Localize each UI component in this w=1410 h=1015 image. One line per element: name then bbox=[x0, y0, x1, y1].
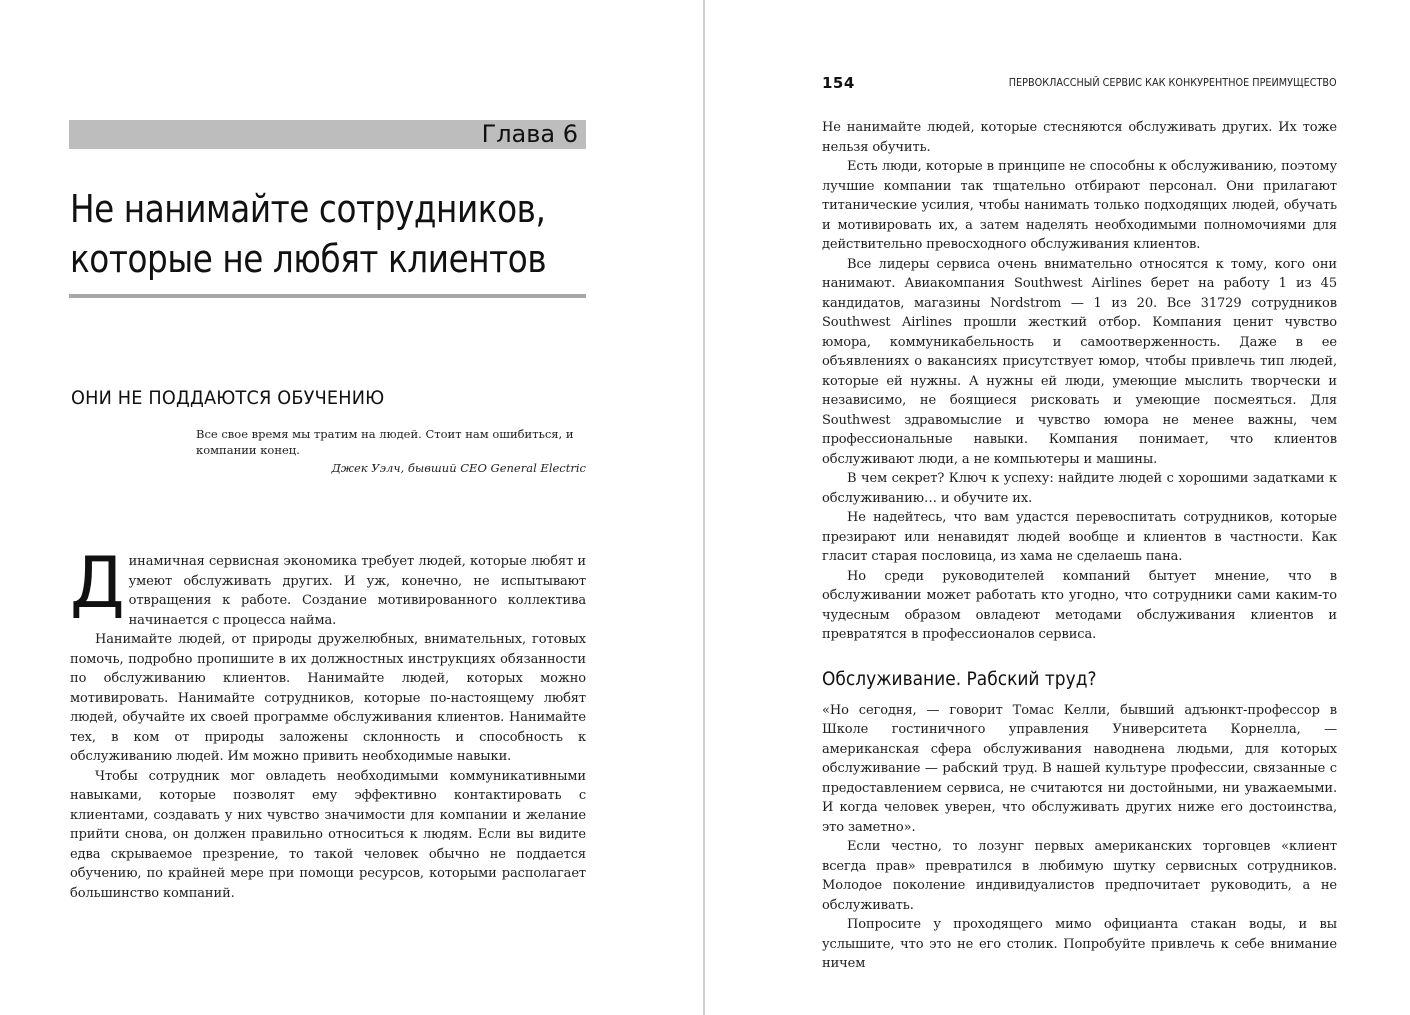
paragraph: Чтобы сотрудник мог овладеть необходимыми коммуникативными навыками, которые позволят ему эффективно контактировать с клиентами, создавать у них чувство значимости для компании и желание прийти снова, он должен правильно относиться к людям. Если вы видите едва скрываемое презрение, то такой человек обычно не поддается обучению, по крайней мере при помощи ресурсов, которыми располагает большинство компаний. bbox=[70, 768, 586, 901]
paragraph-text: инамичная сервисная экономика требует людей, которые любят и умеют обслуживать других. И уж, конечно, не испытывают отвращения к работе. Создание мотивированного коллектива начинается с процесса найма. bbox=[128, 554, 586, 628]
left-body-text bbox=[70, 542, 586, 903]
paragraph: Все лидеры сервиса очень внимательно относятся к тому, кого они нанимают. Авиакомпания Southwest Airlines берет на работу 1 из 45 кандидатов, магазины Nordstrom — 1 из 20. Все 31729 сотрудников Southwest Airlines прошли жесткий отбор. Компания ценит чувство юмора, коммуникабельность и самоотверженность. Даже в ее объявлениях о вакансиях присутствует юмор, чтобы привлечь тип людей, которые ей нужны. А нужны ей люди, умеющие мыслить творчески и независимо, не боящиеся рисковать и умеющие посмеяться. Для Southwest здравомыслие и чувство юмора не менее важны, чем профессиональные навыки. Компания понимает, что клиентов обслуживают люди, а не компьютеры и машины. bbox=[822, 256, 1337, 467]
chapter-label: Глава 6 bbox=[481, 120, 578, 148]
chapter-title-line-1: Не нанимайте сотрудников, bbox=[70, 187, 546, 231]
chapter-label-bar bbox=[69, 120, 586, 149]
chapter-title-line-2: которые не любят клиентов bbox=[70, 237, 547, 281]
paragraph bbox=[70, 542, 586, 630]
paragraph: Не надейтесь, что вам удастся перевоспитать сотрудников, которые презирают или ненавидят людей вообще и клиентов в частности. Как гласит старая пословица, из хама не сделаешь пана. bbox=[822, 510, 1337, 564]
paragraph: Если честно, то лозунг первых американских торговцев «клиент всегда прав» превратился в любимую шутку сервисных сотрудников. Молодое поколение индивидуалистов предпочитает руководить, а не обслуживать. bbox=[822, 839, 1337, 913]
epigraph-quote: Все свое время мы тратим на людей. Стоит нам ошибиться, и компании конец. bbox=[196, 427, 574, 457]
title-underline-rule bbox=[69, 294, 586, 298]
paragraph: В чем секрет? Ключ к успеху: найдите людей с хорошими задатками к обслуживанию… и обучите их. bbox=[822, 471, 1337, 506]
paragraph: «Но сегодня, — говорит Томас Келли, бывший адъюнкт-профессор в Школе гостиничного управления Университета Корнелла, — американская сфера обслуживания наводнена людьми, для которых обслуживание — рабский труд. В нашей культуре профессии, связанные с предоставлением сервиса, не считаются ни достойными, ни уважаемыми. И когда человек уверен, что обслуживать других ниже его достоинства, это заметно». bbox=[822, 702, 1337, 835]
paragraph: Попросите у проходящего мимо официанта стакан воды, и вы услышите, что это не его столик. Попробуйте привлечь к себе внимание ничем bbox=[822, 917, 1337, 971]
paragraph: Но среди руководителей компаний бытует мнение, что в обслуживании может работать кто угодно, что сотрудники сами каким-то чудесным образом овладеют методами обслуживания клиентов и превратятся в профессионалов сервиса. bbox=[822, 568, 1337, 642]
drop-cap: Д bbox=[70, 542, 125, 624]
epigraph-source: Джек Уэлч, бывший CEO General Electric bbox=[331, 461, 586, 475]
chapter-title bbox=[70, 184, 547, 284]
section-heading: ОНИ НЕ ПОДДАЮТСЯ ОБУЧЕНИЮ bbox=[71, 387, 385, 409]
paragraph: Нанимайте людей, от природы дружелюбных, внимательных, готовых помочь, подробно пропишите в их должностных инструкциях обязанности по обслуживанию клиентов. Нанимайте людей, которых можно мотивировать. Нанимайте сотрудников, которые по-настоящему любят людей, обучайте их своей программе обслуживания клиентов. Нанимайте тех, в ком от природы заложены склонность и способность к обслуживанию людей. Им можно привить необходимые навыки. bbox=[70, 632, 586, 764]
book-spine-divider bbox=[703, 0, 705, 1015]
running-title: ПЕРВОКЛАССНЫЙ СЕРВИС КАК КОНКУРЕНТНОЕ ПРЕИМУЩЕСТВО bbox=[1009, 76, 1337, 89]
page-number: 154 bbox=[822, 74, 855, 92]
paragraph: Не нанимайте людей, которые стесняются обслуживать других. Их тоже нельзя обучить. bbox=[822, 120, 1337, 155]
paragraph: Есть люди, которые в принципе не способны к обслуживанию, поэтому лучшие компании так тщательно отбирают персонал. Они прилагают титанические усилия, чтобы нанимать только подходящих людей, обучать и мотивировать их, а затем наделять необходимыми полномочиями для действительно превосходного обслуживания клиентов. bbox=[822, 159, 1337, 252]
running-header bbox=[822, 72, 1337, 94]
right-body-text bbox=[822, 118, 1337, 974]
subheading: Обслуживание. Рабский труд? bbox=[822, 668, 1097, 690]
epigraph bbox=[196, 426, 586, 476]
left-page bbox=[0, 0, 704, 1015]
